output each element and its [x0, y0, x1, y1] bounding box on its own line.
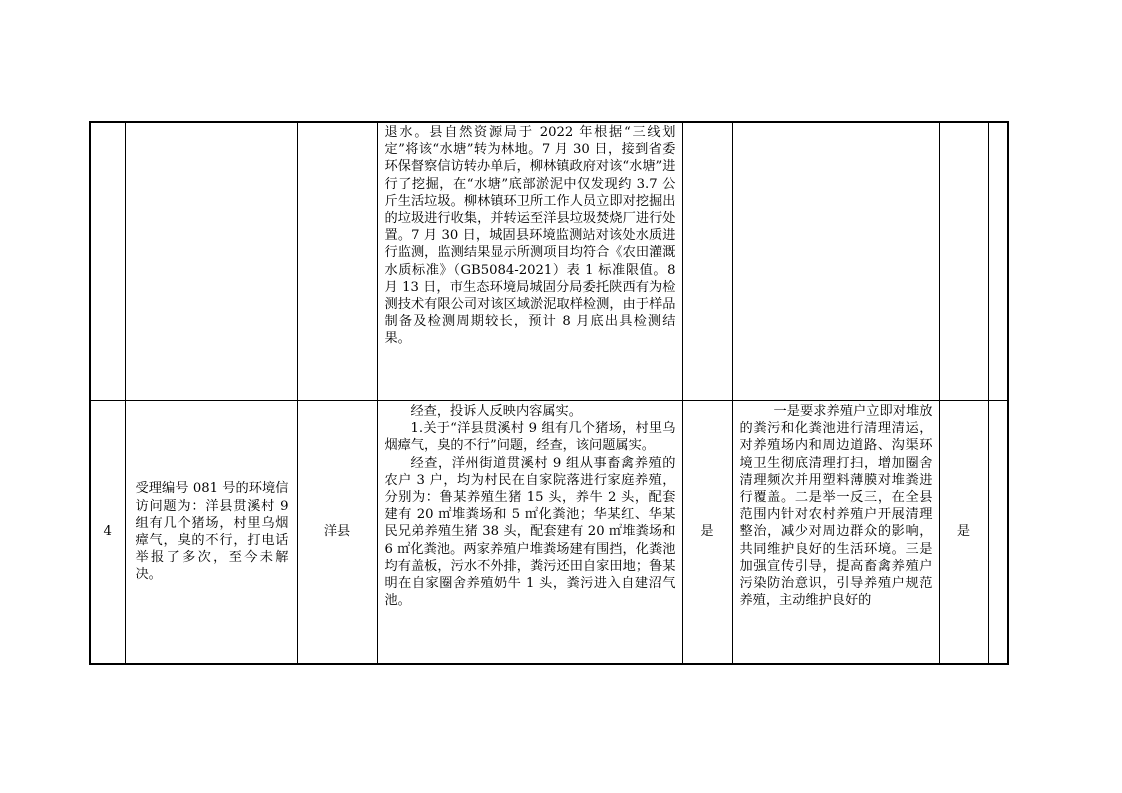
- remarks-cell: [988, 401, 1008, 665]
- district-cell: [297, 122, 377, 401]
- table-row: [90, 401, 1008, 665]
- is-resolved-cell: [939, 401, 988, 665]
- complaint-text: 受理编号 081 号的环境信访问题为：洋县贯溪村 9 组有几个猪场，村里乌烟瘴气，臭的不行，打电话举报了多次，至今未解决。: [135, 481, 289, 583]
- handling-text: 一是要求养殖户立即对堆放的粪污和化粪池进行清理清运，对养殖场内和周边道路、沟渠环境卫生彻底清理打扫，增加圈舍清理频次并用塑料薄膜对堆粪进行覆盖。二是举一反三，在全县范围内针对农村养殖户开展清理整治，减少对周边群众的影响，共同维护良好的生活环境。三是加强宣传引导，提高畜禽养殖户污染防治意识，引导养殖户规范养殖，主动维护良好的: [739, 404, 933, 609]
- complaint-table: [89, 121, 1009, 665]
- is-true-cell: [682, 122, 732, 401]
- is-true-text: 是: [700, 524, 714, 540]
- investigation-cell: [377, 122, 682, 401]
- investigation-paragraph: 经查，洋州街道贯溪村 9 组从事畜禽养殖的农户 3 户，均为村民在自家院落进行家庭养殖，分别为：鲁某养殖生猪 15 头，养牛 2 头，配套建有 20 ㎡堆粪场和 5 ㎡化粪池；华某红、华某民兄弟养殖生猪 38 头，配套建有 20 ㎡堆粪场和 6 ㎡化粪池。两家养殖户堆粪场建有围挡，化粪池均有盖板，污水不外排，粪污还田自家田地；鲁某明在自家圈舍养殖奶牛 1 头，粪污进入自建沼气池。: [384, 455, 676, 609]
- remarks-cell: [988, 122, 1008, 401]
- investigation-paragraph: 经查，投诉人反映内容属实。: [410, 404, 582, 419]
- table-row: [90, 122, 1008, 401]
- handling-cell: [732, 401, 939, 665]
- complaint-cell: [125, 401, 297, 665]
- investigation-text: 退水。县自然资源局于 2022 年根据“三线划定”将该“水塘”转为林地。7 月 30 日，接到省委环保督察信访转办单后，柳林镇政府对该“水塘”进行了挖掘，在“水塘”底部淤泥中仅发现约 3.7 公斤生活垃圾。柳林镇环卫所工作人员立即对挖掘出的垃圾进行收集，并转运至洋县垃圾焚烧厂进行处置。7 月 30 日，城固县环境监测站对该处水质进行监测，监测结果显示所测项目均符合《农田灌溉水质标准》（GB5084-2021）表 1 标准限值。8 月 13 日，市生态环境局城固分局委托陕西有为检测技术有限公司对该区域淤泥取样检测，由于样品制备及检测周期较长，预计 8 月底出具检测结果。: [384, 125, 676, 347]
- number-cell: [90, 122, 125, 401]
- district-cell: [297, 401, 377, 665]
- investigation-cell: [377, 401, 682, 665]
- district-text: 洋县: [323, 524, 351, 540]
- is-resolved-text: 是: [956, 524, 971, 540]
- row-number: 4: [103, 524, 112, 540]
- complaint-cell: [125, 122, 297, 401]
- investigation-paragraph: 1.关于“洋县贯溪村 9 组有几个猪场，村里乌烟瘴气，臭的不行”问题，经查，该问题属实。: [384, 421, 676, 454]
- handling-cell: [732, 122, 939, 401]
- is-true-cell: [682, 401, 732, 665]
- number-cell: [90, 401, 125, 665]
- is-resolved-cell: [939, 122, 988, 401]
